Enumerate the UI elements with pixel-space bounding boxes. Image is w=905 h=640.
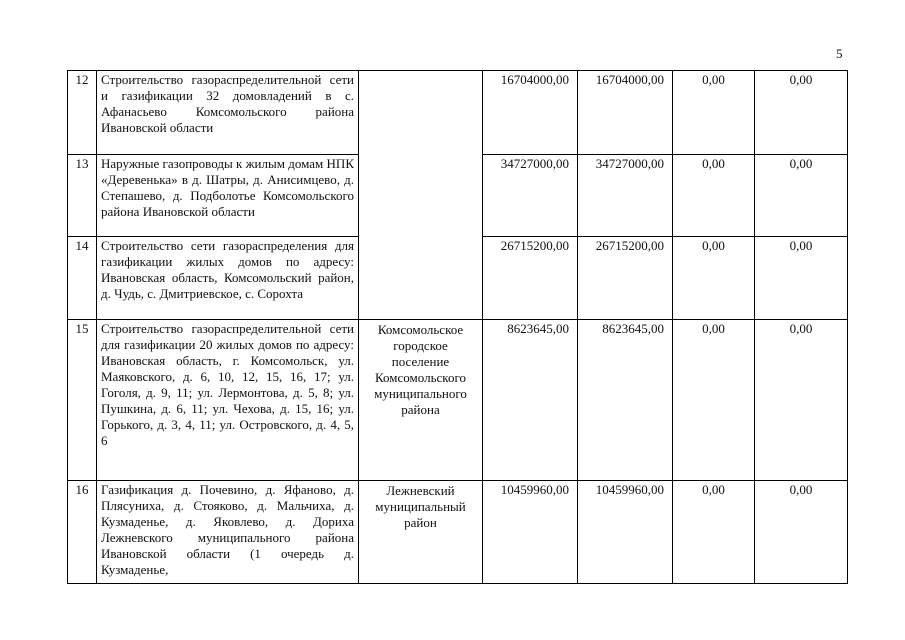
- budget-table: [67, 70, 848, 584]
- row-number: 15: [68, 320, 97, 481]
- row-number: 16: [68, 481, 97, 584]
- row-amount-1: 8623645,00: [483, 320, 578, 481]
- row-organization: Комсомольское городское поселение Комсомольского муниципального района: [359, 320, 483, 481]
- row-amount-4: 0,00: [755, 320, 848, 481]
- row-amount-2: 34727000,00: [578, 155, 673, 237]
- row-description: Строительство сети газораспределения для газификации жилых домов по адресу: Ивановская область, Комсомольский район, д. Чудь, с. Дмитриевское, с. Сорохта: [97, 237, 359, 320]
- row-amount-4: 0,00: [755, 155, 848, 237]
- row-amount-3: 0,00: [673, 481, 755, 584]
- row-amount-3: 0,00: [673, 237, 755, 320]
- row-description: Наружные газопроводы к жилым домам НПК «Деревенька» в д. Шатры, д. Анисимцево, д. Степашево, д. Подболотье Комсомольского района Ивановской области: [97, 155, 359, 237]
- page-bottom-margin: [0, 587, 905, 640]
- row-amount-3: 0,00: [673, 320, 755, 481]
- row-number: 12: [68, 71, 97, 155]
- row-amount-1: 26715200,00: [483, 237, 578, 320]
- row-number: 14: [68, 237, 97, 320]
- table-row: [68, 481, 848, 584]
- row-organization: [359, 71, 483, 320]
- row-number: 13: [68, 155, 97, 237]
- row-amount-1: 16704000,00: [483, 71, 578, 155]
- row-amount-1: 10459960,00: [483, 481, 578, 584]
- row-amount-3: 0,00: [673, 71, 755, 155]
- row-amount-2: 16704000,00: [578, 71, 673, 155]
- page-number: 5: [836, 46, 843, 61]
- table-row: [68, 71, 848, 155]
- row-amount-4: 0,00: [755, 237, 848, 320]
- table-row: [68, 320, 848, 481]
- row-amount-4: 0,00: [755, 71, 848, 155]
- row-amount-2: 26715200,00: [578, 237, 673, 320]
- row-description: Строительство газораспределительной сети для газификации 20 жилых домов по адресу: Ивановская область, г. Комсомольск, ул. Маяковского, д. 6, 10, 12, 15, 16, 17; ул. Гоголя, д. 9, 11; ул. Лермонтова, д. 5, 8; ул. Пушкина, д. 6, 11; ул. Чехова, д. 15, 16; ул. Горького, д. 3, 4, 11; ул. Островского, д. 4, 5, 6: [97, 320, 359, 481]
- row-amount-2: 10459960,00: [578, 481, 673, 584]
- row-description: Газификация д. Почевино, д. Яфаново, д. Плясуниха, д. Стояково, д. Мальчиха, д. Кузмаденье, д. Яковлево, д. Дориха Лежневского муниципального района Ивановской области (1 очередь д. Кузмаденье,: [97, 481, 359, 584]
- row-amount-1: 34727000,00: [483, 155, 578, 237]
- row-amount-4: 0,00: [755, 481, 848, 584]
- row-organization: Лежневский муниципальный район: [359, 481, 483, 584]
- row-amount-2: 8623645,00: [578, 320, 673, 481]
- row-amount-3: 0,00: [673, 155, 755, 237]
- row-description: Строительство газораспределительной сети и газификации 32 домовладений в с. Афанасьево Комсомольского района Ивановской области: [97, 71, 359, 155]
